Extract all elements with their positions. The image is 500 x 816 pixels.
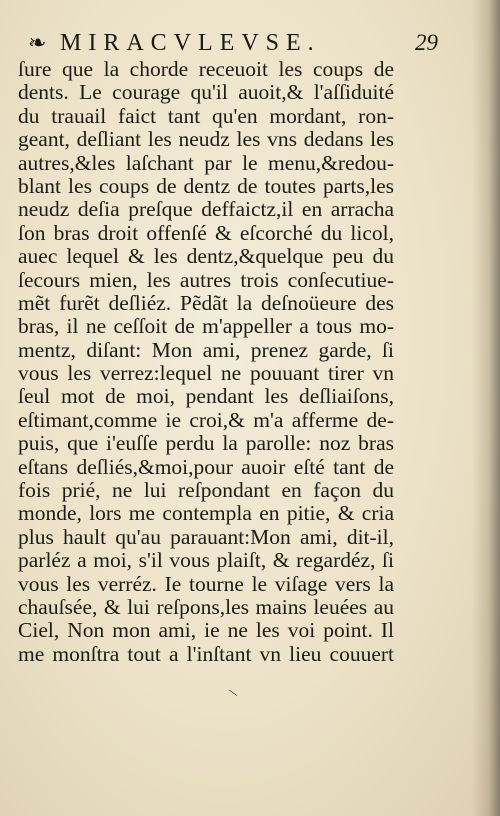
text-line: ſecours mien, les autres trois conſecutiue- [18,268,394,292]
text-line: blant les coups de dentz de toutes parts,les [18,174,394,198]
text-line: eſtans deſliés,&moi,pour auoir eſté tant de [18,455,394,479]
page-number: 29 [415,30,438,55]
gutter-shadow [472,0,500,816]
text-line: ſeul mot de moi, pendant les deſliaiſons, [18,385,394,409]
text-line: du trauail faict tant qu'en mordant, ron- [18,104,394,128]
text-line: ſon bras droit offenſé & eſcorché du licol, [18,221,394,245]
text-line: Ciel, Non mon ami, ie ne les voi point. Il [18,619,394,643]
text-line: plus hault qu'au parauant:Mon ami, dit-il, [18,525,394,549]
text-line: monde, lors me contempla en pitie, & cria [18,502,394,526]
text-line: parléz a moi, s'il vous plaiſt, & regardéz, ſi [18,549,394,573]
text-line: neudz deſia preſque deffaictz,il en arracha [18,198,394,222]
text-line: dents. Le courage qu'il auoit,& l'aſſiduité [18,81,394,105]
page-header [28,26,438,60]
text-line: chauſsée, & lui reſpons,les mains leuées au [18,595,394,619]
text-line: me monſtra tout a l'inſtant vn lieu couuert [18,642,394,666]
text-line: mentz, diſant: Mon ami, prenez garde, ſi [18,338,394,362]
text-line: ſure que la chorde receuoit les coups de [18,58,394,81]
text-line: puis, que i'euſſe perdu la parolle: noz bras [18,432,394,456]
text-line: geant, deſliant les neudz les vns dedans les [18,128,394,152]
running-title: MIRACVLEVSE. [60,30,321,56]
text-line: fois prié, ne lui reſpondant en façon du [18,479,394,503]
body-text [18,58,394,666]
text-line: mẽt furẽt deſliéz. Pẽdãt la deſnoüeure des [18,291,394,315]
text-line: auec lequel & les dentz,&quelque peu du [18,245,394,269]
text-line: eſtimant,comme ie croi,& m'a afferme de- [18,408,394,432]
fleuron-ornament: ❧ [28,30,47,55]
text-line: vous les verréz. Ie tourne le viſage vers la [18,572,394,596]
stray-ink-mark: \ [227,686,240,701]
text-line: vous les verrez:lequel ne pouuant tirer vn [18,362,394,386]
text-line: autres,&les laſchant par le menu,&redou- [18,151,394,175]
text-line: bras, il ne ceſſoit de m'appeller a tous mo- [18,315,394,339]
